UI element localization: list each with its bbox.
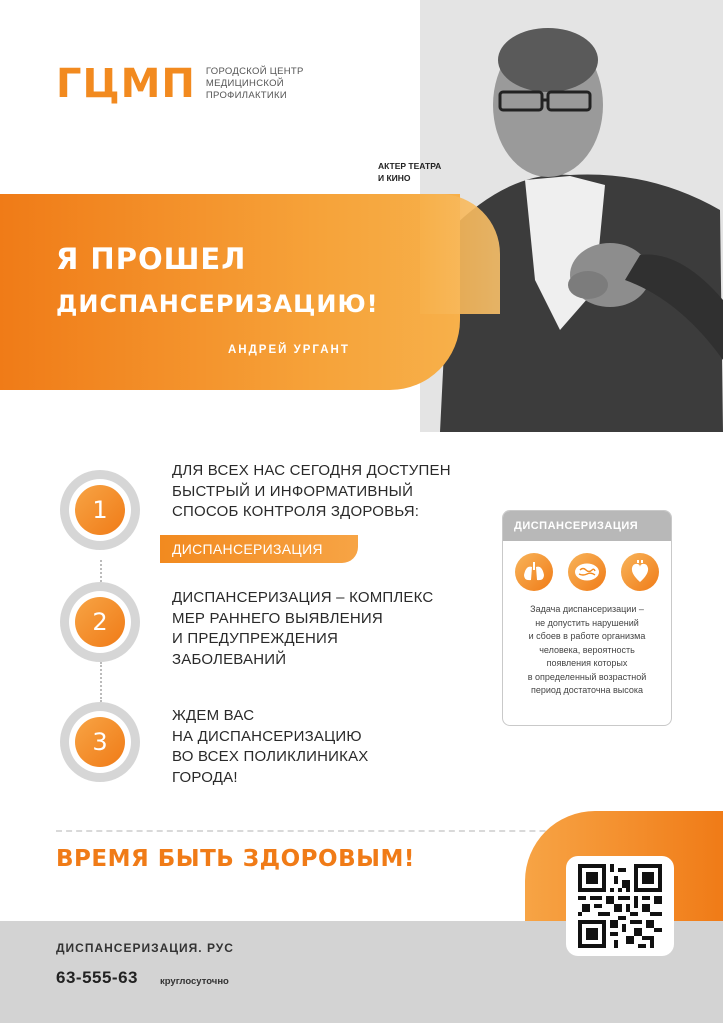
step-2-line-1: ДИСПАНСЕРИЗАЦИЯ – КОМПЛЕКС [172,589,434,606]
caption-line-1: АКТЕР ТЕАТРА [378,161,442,171]
step-3-line-1: ЖДЕМ ВАС [172,707,255,724]
step-3-line-4: ГОРОДА! [172,768,238,786]
author-name: АНДРЕЙ УРГАНТ [228,344,350,356]
step-3-badge [60,702,140,782]
step-3-text [172,706,369,788]
caption-line-2: И КИНО [378,173,411,183]
slogan: ВРЕМЯ БЫТЬ ЗДОРОВЫМ! [56,846,415,872]
step-3-line-2: НА ДИСПАНСЕРИЗАЦИЮ [172,727,362,745]
dashed-divider [56,830,616,832]
logo-mark: ГЦМП [56,61,196,107]
qr-code[interactable] [566,856,674,956]
info-line: и сбоев в работе организма [528,631,646,641]
info-card-body [503,603,671,698]
headline-line-2: ДИСПАНСЕРИЗАЦИЮ! [56,290,379,318]
step-3-number: 3 [75,717,125,767]
website-link[interactable]: ДИСПАНСЕРИЗАЦИЯ. РУС [56,941,234,955]
step-1-badge [60,470,140,550]
info-line: появления которых [546,658,628,668]
info-card [502,510,672,726]
step-1-number: 1 [75,485,125,535]
phone-number[interactable]: 63-555-63 [56,968,139,987]
info-line: человека, вероятность [539,644,635,655]
step-2-line-3: И ПРЕДУПРЕЖДЕНИЯ [172,630,339,647]
heart-icon [621,553,659,591]
step-1-line-1: ДЛЯ ВСЕХ НАС СЕГОДНЯ ДОСТУПЕН [172,462,451,479]
info-line: в определенный возрастной [527,671,647,682]
step-1-line-3: СПОСОБ КОНТРОЛЯ ЗДОРОВЬЯ: [172,503,420,520]
info-card-title: ДИСПАНСЕРИЗАЦИЯ [503,511,671,541]
step-2-line-4: ЗАБОЛЕВАНИЙ [172,650,287,668]
info-line: период достаточна высока [530,685,644,695]
lungs-icon [515,553,553,591]
headline-line-1: Я ПРОШЕЛ [56,242,247,276]
step-2-line-2: МЕР РАННЕГО ВЫЯВЛЕНИЯ [172,609,383,627]
highlight-pill: ДИСПАНСЕРИЗАЦИЯ [160,535,358,563]
brain-icon [568,553,606,591]
photo-caption [378,160,468,184]
step-connector [100,662,102,702]
logo-text: ГОРОДСКОЙ ЦЕНТР МЕДИЦИНСКОЙ ПРОФИЛАКТИКИ [205,66,304,101]
step-1-text [172,461,451,523]
logo [56,61,326,107]
step-1-line-2: БЫСТРЫЙ И ИНФОРМАТИВНЫЙ [172,482,414,500]
info-line: не допустить нарушений [535,617,639,628]
info-line: Задача диспансеризации – [530,604,644,614]
step-2-badge [60,582,140,662]
step-2-number: 2 [75,597,125,647]
step-3-line-3: ВО ВСЕХ ПОЛИКЛИНИКАХ [172,748,369,765]
step-2-text [172,588,433,670]
phone-note: круглосуточно [160,976,229,987]
